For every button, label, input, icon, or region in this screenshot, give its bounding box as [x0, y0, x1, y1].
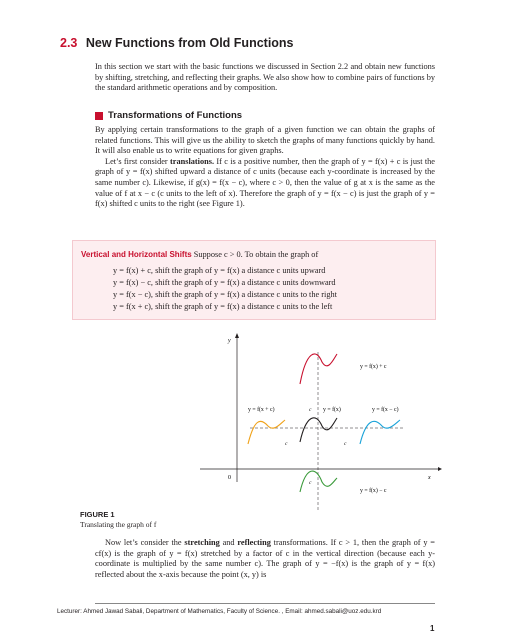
figure-1-graph [190, 332, 446, 522]
translations-body: If c is a positive number, then the graph of y = f(x) + c is just the graph of y = f(x) shifted upward a distance of c units (because each y-coordinate is increased by the same number c). Likewise, if g(x) = f(x − c), where c > 0, then the value of g at x is the same as the value of f at x − c (c units to the left of x). Therefore the graph of y = f(x − c) is just the graph of y = f(x) shifted c units to the right (see Figure 1). [95, 156, 435, 209]
section-heading [60, 36, 294, 50]
label-curve-left: y = f(x + c) [248, 407, 275, 413]
box-heading [81, 250, 318, 259]
shift-rule-left: y = f(x + c), shift the graph of y = f(x) a distance c units to the left [113, 302, 333, 311]
shift-rule-up: y = f(x) + c, shift the graph of y = f(x) a distance c units upward [113, 266, 326, 275]
translations-lead: Let’s first consider [105, 156, 171, 166]
stretching-text [95, 538, 435, 580]
figure-caption: Translating the graph of f [80, 520, 157, 529]
label-curve-right: y = f(x − c) [372, 407, 399, 413]
translations-term: translations. [170, 156, 215, 166]
c-label-right: c [344, 441, 347, 447]
transformations-paragraph [95, 125, 435, 210]
subsection-heading [95, 110, 242, 121]
label-curve-up: y = f(x) + c [360, 364, 387, 370]
curve-shift-right [360, 420, 400, 444]
intro-paragraph [95, 62, 435, 94]
curve-base [300, 418, 337, 442]
page-number: 1 [430, 624, 435, 633]
box-title: Vertical and Horizontal Shifts [81, 250, 192, 259]
y-axis-label: y [228, 338, 231, 344]
c-label-left: c [285, 441, 288, 447]
section-number: 2.3 [60, 36, 78, 50]
transform-intro-text: By applying certain transformations to the graph of a given function we can obtain the graphs of related functions. This will give us the ability to sketch the graphs of many functions quickly by hand. It will also enable us to write equations for given graphs. [95, 125, 435, 156]
shift-rule-down: y = f(x) − c, shift the graph of y = f(x) a distance c units downward [113, 278, 336, 287]
label-curve-base: y = f(x) [323, 407, 341, 413]
reflecting-term: reflecting [237, 538, 271, 547]
figure-label: FIGURE 1 [80, 510, 115, 519]
curve-shift-left [248, 420, 285, 444]
footer-divider [95, 603, 435, 604]
curve-shift-down [300, 471, 337, 492]
stretching-term: stretching [184, 538, 220, 547]
translations-text [95, 157, 435, 210]
c-label-down: c [309, 480, 312, 486]
shifts-box [72, 240, 436, 320]
origin-label: 0 [228, 475, 231, 481]
footer-text: Lecturer: Ahmed Jawad Sabali, Department of Mathematics, Faculty of Science. , Email: ahmed.sabali@uoz.edu.krd [57, 608, 382, 615]
stretching-body: transformations. If c > 1, then the graph of y = cf(x) is the graph of y = f(x) stretched by a factor of c in the vertical direction (because each y-coordinate is multiplied by the same number c). The graph of y = −f(x) is the graph of y = f(x) reflected about the x-axis because the point (x, y) is [95, 538, 435, 579]
shift-rule-right: y = f(x − c), shift the graph of y = f(x) a distance c units to the right [113, 290, 337, 299]
label-curve-down: y = f(x) − c [360, 488, 387, 494]
stretching-paragraph [95, 538, 435, 580]
curve-shift-up [300, 354, 337, 384]
shift-rules [113, 265, 337, 313]
box-intro: Suppose c > 0. To obtain the graph of [191, 250, 319, 259]
stretching-lead: Now let’s consider the [105, 538, 185, 547]
intro-text: In this section we start with the basic functions we discussed in Section 2.2 and obtain new functions by shifting, stretching, and reflecting their graphs. We also show how to combine pairs of functions by the standard arithmetic operations and by composition. [95, 62, 435, 93]
stretching-mid: and [219, 538, 238, 547]
x-axis-arrow [438, 467, 442, 471]
red-square-icon [95, 112, 103, 120]
section-title: New Functions from Old Functions [85, 36, 294, 50]
y-axis-arrow [235, 333, 239, 338]
x-axis-label: x [428, 475, 431, 481]
c-label-up: c [309, 407, 312, 413]
subsection-title: Transformations of Functions [108, 110, 243, 121]
